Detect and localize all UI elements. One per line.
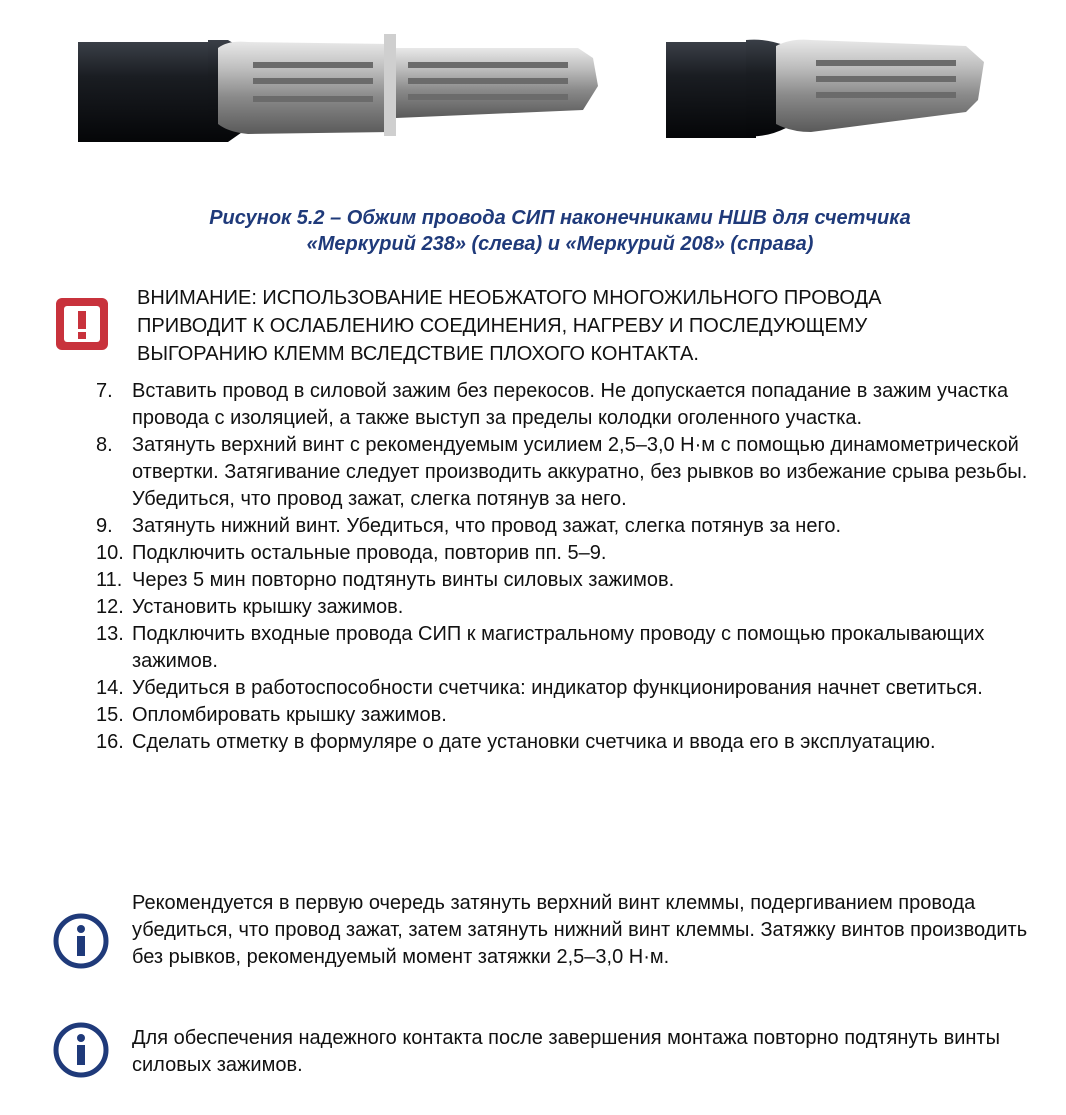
warning-line: ВНИМАНИЕ: ИСПОЛЬЗОВАНИЕ НЕОБЖАТОГО МНОГОЖИЛЬНОГО ПРОВОДА: [137, 287, 882, 309]
step-text: Убедиться в работоспособности счетчика: индикатор функционирования начнет светиться.: [132, 677, 983, 699]
photo-crimped-wire-mercury-208: [666, 0, 996, 160]
figure-caption: [60, 205, 1060, 257]
info-note: Для обеспечения надежного контакта после завершения монтажа повторно подтянуть винты силовых зажимов.: [132, 1027, 1000, 1076]
step-text: Подключить входные провода СИП к магистральному проводу с помощью прокалывающих зажимов.: [132, 623, 985, 672]
caption-line-2: «Меркурий 238» (слева) и «Меркурий 208» (справа): [306, 233, 814, 255]
exclamation-icon: [54, 296, 110, 352]
warning-text: [137, 284, 1057, 368]
step-number: 16.: [96, 731, 124, 753]
list-item: [0, 702, 1066, 729]
step-number: 10.: [96, 542, 124, 564]
step-text: Опломбировать крышку зажимов.: [132, 704, 447, 726]
warning-line: ВЫГОРАНИЮ КЛЕММ ВСЛЕДСТВИЕ ПЛОХОГО КОНТАКТА.: [137, 343, 699, 365]
list-item: [0, 675, 1066, 702]
step-number: 13.: [96, 623, 124, 645]
list-item: [0, 432, 1066, 513]
list-item: [0, 378, 1066, 432]
list-item: [0, 567, 1066, 594]
step-text: Сделать отметку в формуляре о дате установки счетчика и ввода его в эксплуатацию.: [132, 731, 936, 753]
step-number: 9.: [96, 515, 113, 537]
photo-crimped-wire-mercury-238: [78, 0, 608, 160]
step-number: 14.: [96, 677, 124, 699]
list-item: [0, 594, 1066, 621]
step-text: Через 5 мин повторно подтянуть винты силовых зажимов.: [132, 569, 675, 591]
warning-line: ПРИВОДИТ К ОСЛАБЛЕНИЮ СОЕДИНЕНИЯ, НАГРЕВУ И ПОСЛЕДУЮЩЕМУ: [137, 315, 868, 337]
step-text: Подключить остальные провода, повторив пп. 5–9.: [132, 542, 607, 564]
step-text: Затянуть верхний винт с рекомендуемым усилием 2,5–3,0 Н·м с помощью динамометрической отвертки. Затягивание следует производить аккуратно, без рывков во избежание срыва резьбы. Убедиться, что провод зажат, слегка потянув за него.: [132, 434, 1028, 510]
list-item: [0, 621, 1066, 675]
info-note: Рекомендуется в первую очередь затянуть верхний винт клеммы, подергиванием провода убедиться, что провод зажат, затем затянуть нижний винт клеммы. Затяжку винтов производить без рывков, рекомендуемый момент затяжки 2,5–3,0 Н·м.: [132, 892, 1028, 968]
step-text: Вставить провод в силовой зажим без перекосов. Не допускается попадание в зажим участка провода с изоляцией, а также выступ за пределы колодки оголенного участка.: [132, 380, 1009, 429]
step-number: 7.: [96, 380, 113, 402]
step-text: Установить крышку зажимов.: [132, 596, 404, 618]
step-number: 15.: [96, 704, 124, 726]
list-item: [0, 513, 1066, 540]
list-item: [0, 729, 1066, 756]
step-number: 12.: [96, 596, 124, 618]
caption-line-1: Рисунок 5.2 – Обжим провода СИП наконечниками НШВ для счетчика: [209, 207, 911, 229]
info-icon: [53, 1022, 109, 1078]
step-number: 8.: [96, 434, 113, 456]
info-icon: [53, 913, 109, 969]
step-text: Затянуть нижний винт. Убедиться, что провод зажат, слегка потянув за него.: [132, 515, 841, 537]
step-number: 11.: [96, 569, 123, 591]
list-item: [0, 540, 1066, 567]
installation-steps-list: [0, 378, 1066, 756]
